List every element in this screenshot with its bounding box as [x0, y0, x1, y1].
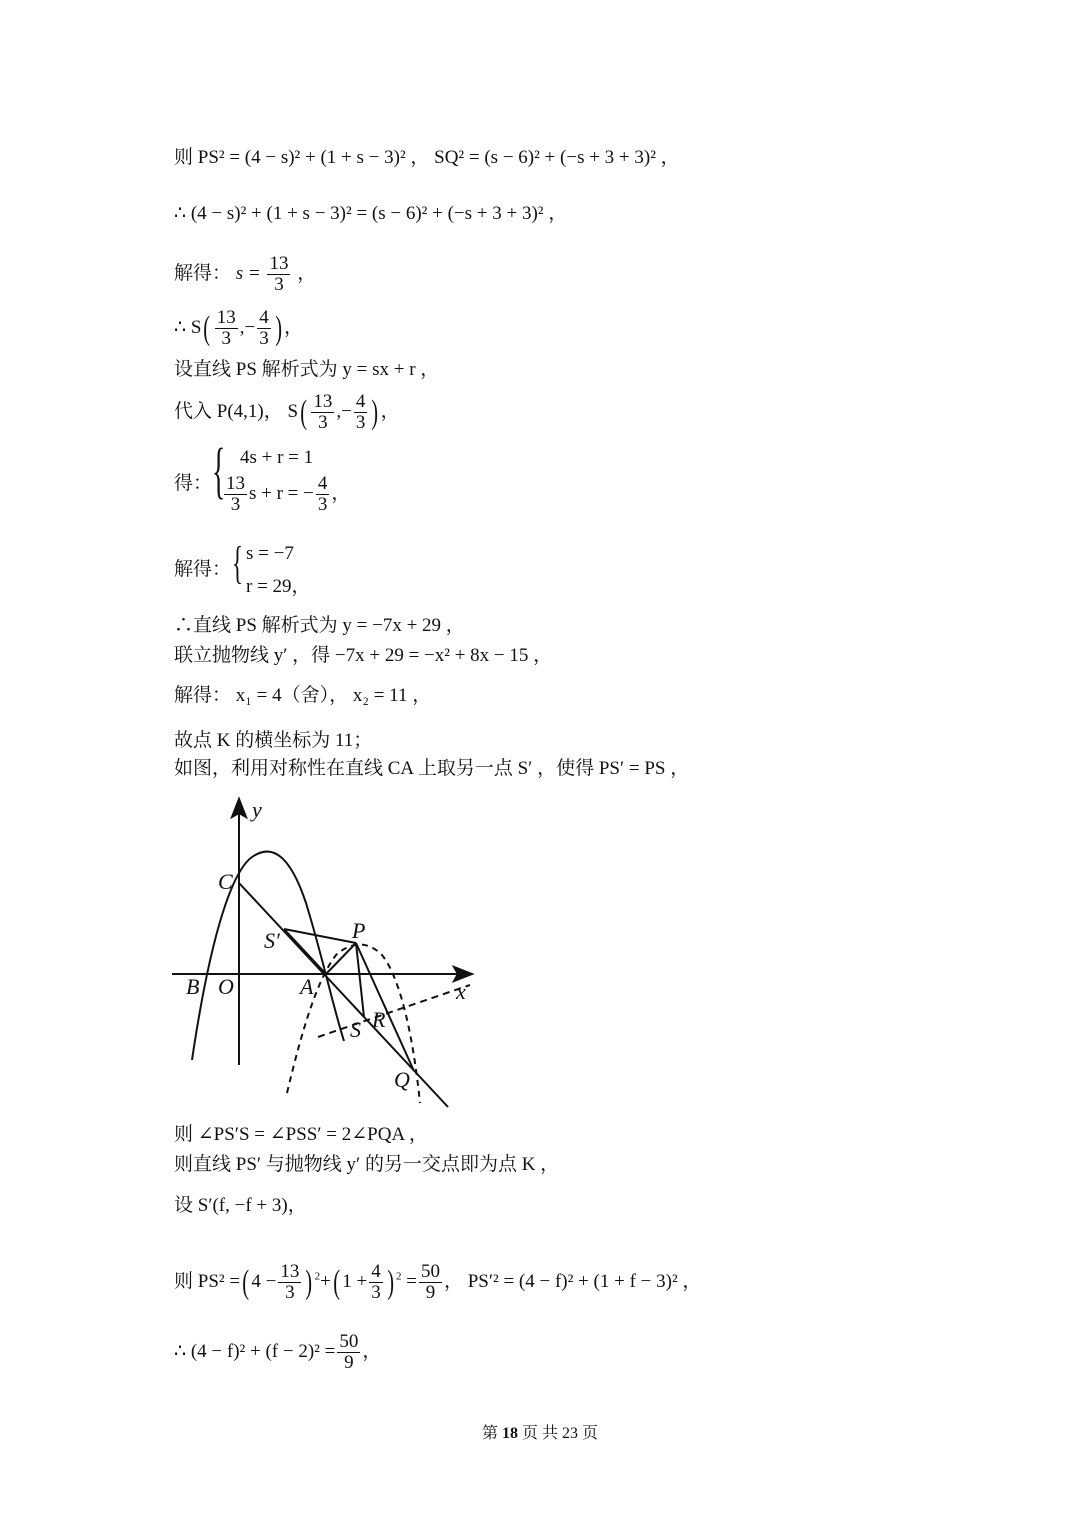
line-4: ∴ S( $\frac{13}{3}$ ,− $\frac{4}{3}$ ) ，: [174, 307, 304, 349]
fraction: [267, 254, 290, 295]
line-4-prefix: ∴ S: [174, 316, 202, 338]
line-6-end: ，: [380, 400, 400, 422]
fraction: [337, 1332, 360, 1373]
line-18-prefix: ∴ (4 − f)² + (f − 2)² =: [174, 1340, 336, 1362]
line-3-end: ，: [297, 262, 317, 284]
fraction: [316, 474, 330, 515]
denominator: 3: [318, 412, 328, 433]
line-8-prefix: 解得：: [174, 559, 232, 580]
label-s: S: [350, 1017, 361, 1042]
line-9: ∴直线 PS 解析式为 y = −7x + 29 ，: [174, 615, 465, 636]
label-q: Q: [394, 1067, 410, 1092]
line-18: [174, 1332, 381, 1373]
separator: ,−: [239, 316, 256, 338]
line-13: 如图，利用对称性在直线 CA 上取另一点 S′ ，使得 PS′ = PS ，: [174, 758, 690, 779]
line-17-rest: ， PS′² = (4 − f)² + (1 + f − 3)² ，: [443, 1270, 702, 1292]
line-17: 则 PS² =( 4 − $\frac{13}{3}$ ) $^2$+( 1 + $\frac{4}{3}$ ) $^2$ = $\frac{50}{9}$ ， PS′² = (4 − f)² + (1 + f − 3)² ，: [174, 1261, 702, 1303]
system-brace: {: [232, 537, 244, 588]
denominator: 3: [259, 328, 269, 349]
numerator: 13: [269, 253, 289, 274]
fraction: [278, 1262, 301, 1303]
fraction: [311, 392, 334, 433]
label-c: C: [218, 869, 233, 894]
parabola: [192, 852, 344, 1060]
label-r: R: [372, 1007, 386, 1032]
line-1: 则 PS² = (4 − s)² + (1 + s − 3)² ， SQ² = (s − 6)² + (−s + 3 + 3)² ，: [174, 147, 680, 168]
term-a: 4 −: [251, 1270, 277, 1292]
row-2-middle: s + r = −: [249, 482, 314, 504]
numerator: 4: [317, 473, 328, 494]
line-16: 设 S′(f, −f + 3)，: [174, 1195, 307, 1216]
label-s-prime: S′: [264, 928, 280, 953]
footer-suffix: 页: [582, 1425, 599, 1442]
equals-sign: =: [406, 1270, 417, 1292]
denominator: 3: [230, 494, 241, 515]
denominator: 3: [285, 1282, 295, 1303]
fraction: [419, 1262, 442, 1303]
system-row-2: [222, 474, 350, 515]
line-11: 解得： x₁ = 4（舍）， x₂ = 11 ，: [174, 685, 432, 706]
numerator: 4: [371, 1261, 381, 1282]
numerator: 4: [355, 391, 366, 412]
denominator: 3: [274, 274, 284, 295]
label-a: A: [300, 974, 314, 999]
numerator: 50: [339, 1331, 359, 1352]
plus-sign: +: [320, 1270, 331, 1292]
line-14: 则 ∠PS′S = ∠PSS′ = 2∠PQA ，: [174, 1124, 428, 1145]
geometry-figure: [172, 795, 482, 1115]
line-4-end: ，: [284, 316, 304, 338]
row-2-end: ，: [291, 576, 311, 597]
system-row-1: s = −7: [246, 543, 294, 564]
line-ca: [239, 883, 448, 1107]
line-2: ∴ (4 − s)² + (1 + s − 3)² = (s − 6)² + (−s + 3 + 3)² ，: [174, 203, 568, 224]
denominator: 3: [371, 1282, 381, 1303]
line-7-prefix: 得：: [174, 473, 213, 494]
fraction: [369, 1262, 383, 1303]
line-6: 代入 P(4,1)， S( $\frac{13}{3}$ ,− $\frac{4}{3}$ ) ，: [174, 391, 400, 433]
numerator: 13: [313, 391, 333, 412]
fraction: [215, 308, 238, 349]
system-brace: {: [212, 437, 226, 505]
numerator: 13: [226, 473, 245, 494]
denominator: 9: [344, 1352, 354, 1373]
fraction: [257, 308, 271, 349]
line-5: 设直线 PS 解析式为 y = sx + r ，: [174, 359, 440, 380]
denominator: 3: [317, 494, 328, 515]
denominator: 3: [355, 412, 366, 433]
row-2-text: r = 29: [246, 576, 292, 597]
row-2-end: ，: [331, 482, 351, 504]
label-y: y: [252, 797, 262, 822]
label-b: B: [186, 974, 200, 999]
numerator: 50: [420, 1261, 440, 1282]
numerator: 13: [216, 307, 236, 328]
system-row-1: 4s + r = 1: [240, 447, 314, 468]
page-number: 18: [501, 1425, 518, 1442]
segment-p-a: [326, 943, 356, 974]
line-12: 故点 K 的横坐标为 11；: [174, 730, 373, 751]
footer-prefix: 第: [481, 1425, 498, 1442]
label-o: O: [218, 974, 234, 999]
fraction: [224, 474, 247, 515]
line-3-prefix: 解得：: [174, 262, 232, 284]
line-18-end: ，: [362, 1340, 382, 1362]
page-footer: [0, 1420, 1080, 1443]
line-6-prefix: 代入 P(4,1)， S: [174, 400, 299, 422]
total-pages: 23: [562, 1425, 578, 1442]
numerator: 4: [259, 307, 269, 328]
footer-middle: 页 共: [521, 1425, 558, 1442]
system-row-2: [246, 571, 311, 598]
line-3: [174, 254, 316, 295]
line-3-var: s =: [235, 262, 261, 284]
numerator: 13: [280, 1261, 300, 1282]
line-17-prefix: 则 PS² =: [174, 1270, 241, 1292]
separator: ,−: [336, 400, 352, 422]
denominator: 9: [425, 1282, 436, 1303]
line-10: 联立抛物线 y′ ，得 −7x + 29 = −x² + 8x − 15 ，: [174, 645, 553, 666]
term-c: 1 +: [342, 1270, 368, 1292]
fraction: [354, 392, 368, 433]
line-15: 则直线 PS′ 与抛物线 y′ 的另一交点即为点 K ，: [174, 1154, 560, 1175]
denominator: 3: [221, 328, 231, 349]
label-x: x: [456, 979, 466, 1004]
label-p: P: [352, 918, 366, 943]
